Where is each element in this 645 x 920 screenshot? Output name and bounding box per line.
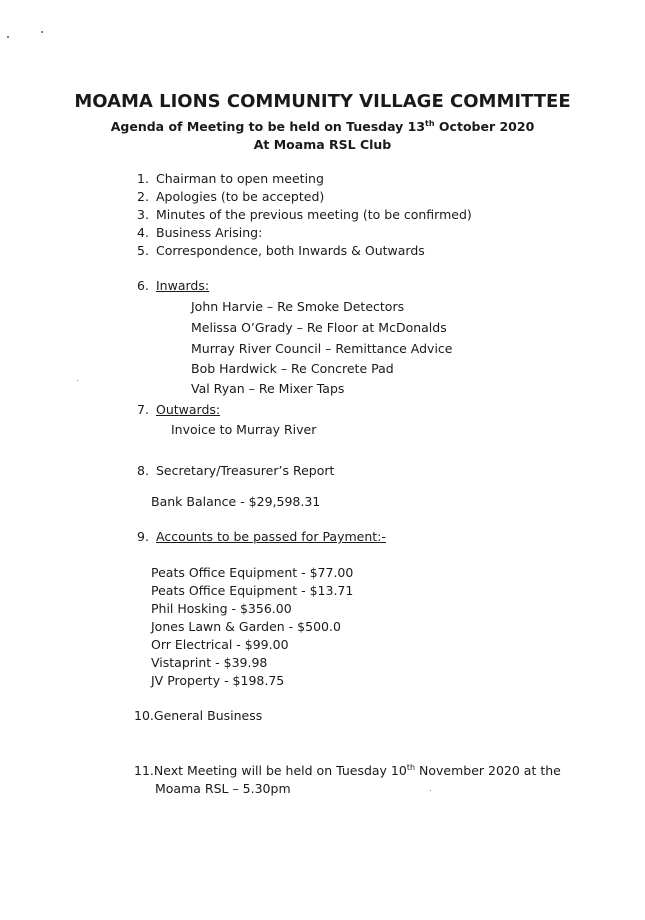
meeting-date-heading: Agenda of Meeting to be held on Tuesday 13th October 2020 — [110, 118, 535, 134]
inwards-entry: Murray River Council – Remittance Advice — [191, 341, 453, 356]
account-entry: JV Property - $198.75 — [151, 673, 285, 688]
scan-speck — [7, 36, 9, 38]
inwards-entry: John Harvie – Re Smoke Detectors — [191, 299, 405, 314]
report-heading: 8. Secretary/Treasurer’s Report — [137, 463, 335, 478]
account-entry: Phil Hosking - $356.00 — [151, 601, 292, 616]
outwards-heading: 7. Outwards: — [137, 402, 221, 417]
agenda-item: 1. Chairman to open meeting — [137, 171, 324, 186]
scan-speck — [430, 790, 431, 791]
bank-balance: Bank Balance - $29,598.31 — [151, 494, 321, 509]
page-title: MOAMA LIONS COMMUNITY VILLAGE COMMITTEE — [74, 91, 571, 112]
agenda-item: 3. Minutes of the previous meeting (to be confirmed) — [137, 207, 472, 222]
account-entry: Orr Electrical - $99.00 — [151, 637, 289, 652]
outwards-entry: Invoice to Murray River — [171, 422, 317, 437]
agenda-item: 2. Apologies (to be accepted) — [137, 189, 325, 204]
account-entry: Vistaprint - $39.98 — [151, 655, 268, 670]
inwards-entry: Melissa O’Grady – Re Floor at McDonalds — [191, 320, 447, 335]
accounts-heading: 9. Accounts to be passed for Payment:- — [137, 529, 386, 544]
agenda-item: 5. Correspondence, both Inwards & Outwards — [137, 243, 425, 258]
account-entry: Peats Office Equipment - $13.71 — [151, 583, 354, 598]
inwards-entry: Val Ryan – Re Mixer Taps — [191, 381, 345, 396]
inwards-heading: 6. Inwards: — [137, 278, 210, 293]
account-entry: Jones Lawn & Garden - $500.0 — [151, 619, 341, 634]
meeting-venue-heading: At Moama RSL Club — [253, 137, 392, 152]
general-business: 10.General Business — [134, 708, 263, 723]
next-meeting-line: 11.Next Meeting will be held on Tuesday 10th November 2020 at the — [134, 762, 561, 778]
next-meeting-venue: Moama RSL – 5.30pm — [155, 781, 291, 796]
account-entry: Peats Office Equipment - $77.00 — [151, 565, 354, 580]
scan-speck — [77, 380, 78, 381]
scan-speck — [41, 31, 43, 33]
agenda-item: 4. Business Arising: — [137, 225, 263, 240]
inwards-entry: Bob Hardwick – Re Concrete Pad — [191, 361, 394, 376]
